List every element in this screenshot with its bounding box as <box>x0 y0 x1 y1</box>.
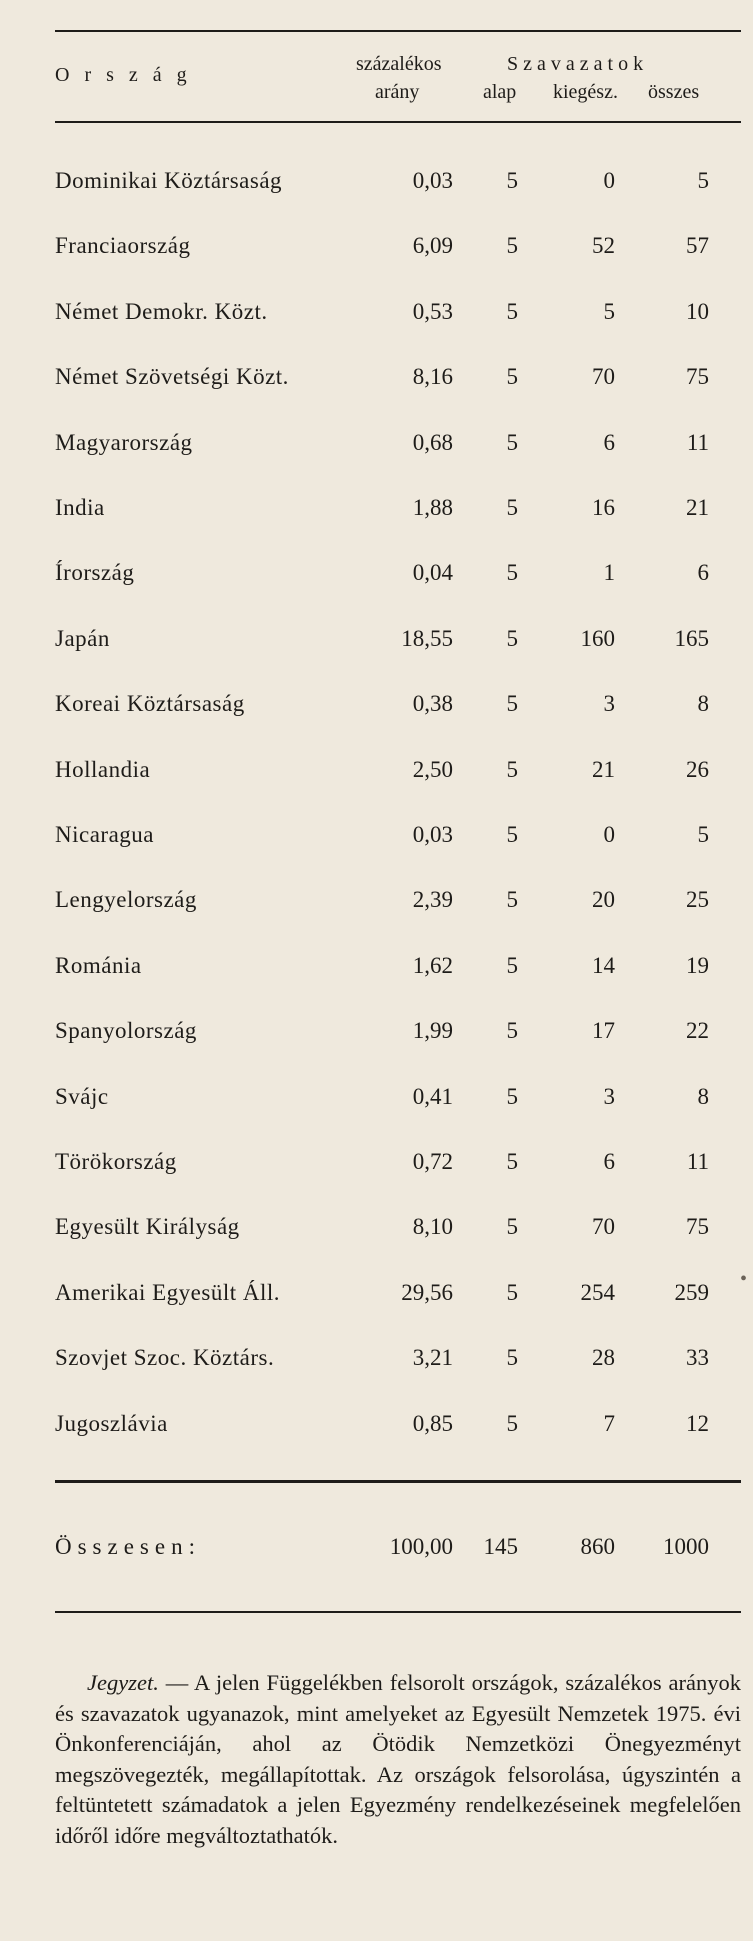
kiegesz-votes: 3 <box>603 1083 615 1109</box>
alap-votes: 5 <box>506 298 518 324</box>
kiegesz-votes: 7 <box>603 1410 615 1436</box>
kiegesz-votes: 6 <box>603 429 615 455</box>
country-name: Jugoszlávia <box>55 1410 168 1436</box>
country-name: Koreai Köztársaság <box>55 691 245 717</box>
header-votes: Szavazatok <box>507 53 649 75</box>
osszes-votes: 11 <box>686 429 709 455</box>
percent-value: 0,53 <box>412 298 453 324</box>
kiegesz-votes: 21 <box>592 756 615 782</box>
country-name: Magyarország <box>55 429 193 455</box>
alap-votes: 5 <box>506 691 518 717</box>
osszes-votes: 26 <box>686 756 709 782</box>
country-name: Hollandia <box>55 756 151 782</box>
osszes-votes: 5 <box>697 168 709 193</box>
percent-value: 2,50 <box>412 756 453 782</box>
table-row <box>0 166 753 196</box>
osszes-votes: 259 <box>674 1279 709 1305</box>
country-name: Törökország <box>55 1149 177 1174</box>
alap-votes: 5 <box>506 822 518 847</box>
osszes-votes: 165 <box>674 625 709 651</box>
kiegesz-votes: 70 <box>592 1214 615 1240</box>
kiegesz-votes: 52 <box>592 233 615 259</box>
table-row <box>0 1082 753 1112</box>
table-row <box>0 885 753 915</box>
kiegesz-votes: 70 <box>592 364 615 390</box>
kiegesz-votes: 254 <box>580 1279 615 1305</box>
country-name: Egyesült Királyság <box>55 1214 240 1240</box>
country-name: Lengyelország <box>55 887 197 913</box>
total-bottom-rule <box>55 1611 741 1613</box>
country-name: Német Szövetségi Közt. <box>55 364 289 390</box>
osszes-votes: 21 <box>686 495 709 520</box>
percent-value: 1,62 <box>412 952 453 978</box>
percent-value: 0,85 <box>412 1410 453 1436</box>
kiegesz-votes: 28 <box>592 1345 615 1371</box>
kiegesz-votes: 6 <box>603 1149 615 1174</box>
table-row <box>0 1212 753 1242</box>
total-alap: 145 <box>483 1534 518 1559</box>
kiegesz-votes: 160 <box>580 625 615 651</box>
percent-value: 29,56 <box>401 1279 453 1305</box>
kiegesz-votes: 0 <box>603 168 615 193</box>
country-name: Dominikai Köztársaság <box>55 168 283 193</box>
percent-value: 6,09 <box>412 233 453 259</box>
table-row <box>0 624 753 654</box>
alap-votes: 5 <box>506 168 518 193</box>
percent-value: 0,41 <box>412 1083 453 1109</box>
percent-value: 0,04 <box>412 560 453 586</box>
table-top-rule <box>55 30 741 32</box>
header-percent-top: százalékos <box>356 53 442 75</box>
percent-value: 2,39 <box>412 887 453 913</box>
table-row <box>0 951 753 981</box>
table-row <box>0 297 753 327</box>
alap-votes: 5 <box>506 1018 518 1044</box>
country-name: India <box>55 495 105 520</box>
alap-votes: 5 <box>506 887 518 913</box>
table-row <box>0 493 753 523</box>
percent-value: 0,72 <box>412 1149 453 1174</box>
kiegesz-votes: 16 <box>592 495 615 520</box>
percent-value: 0,38 <box>412 691 453 717</box>
table-row <box>0 428 753 458</box>
alap-votes: 5 <box>506 1279 518 1305</box>
osszes-votes: 33 <box>686 1345 709 1371</box>
country-name: Franciaország <box>55 233 191 259</box>
alap-votes: 5 <box>506 1083 518 1109</box>
percent-value: 8,10 <box>412 1214 453 1240</box>
footnote <box>55 1668 741 1851</box>
kiegesz-votes: 14 <box>592 952 615 978</box>
alap-votes: 5 <box>506 495 518 520</box>
percent-value: 0,03 <box>412 822 453 847</box>
total-row <box>0 1532 753 1562</box>
percent-value: 1,99 <box>412 1018 453 1044</box>
table-row <box>0 231 753 261</box>
alap-votes: 5 <box>506 952 518 978</box>
kiegesz-votes: 5 <box>603 298 615 324</box>
table-row <box>0 558 753 588</box>
osszes-votes: 75 <box>686 364 709 390</box>
table-row <box>0 1016 753 1046</box>
table-row <box>0 689 753 719</box>
osszes-votes: 12 <box>686 1410 709 1436</box>
country-name: Spanyolország <box>55 1018 197 1044</box>
alap-votes: 5 <box>506 429 518 455</box>
kiegesz-votes: 20 <box>592 887 615 913</box>
alap-votes: 5 <box>506 1214 518 1240</box>
print-speck: • <box>740 1268 748 1290</box>
osszes-votes: 25 <box>686 887 709 913</box>
percent-value: 8,16 <box>412 364 453 390</box>
percent-value: 1,88 <box>412 495 453 520</box>
country-name: Románia <box>55 952 142 978</box>
table-row <box>0 755 753 785</box>
total-osszes: 1000 <box>663 1534 709 1559</box>
alap-votes: 5 <box>506 364 518 390</box>
osszes-votes: 5 <box>697 822 709 847</box>
osszes-votes: 22 <box>686 1018 709 1044</box>
osszes-votes: 8 <box>697 691 709 717</box>
table-row <box>0 820 753 850</box>
osszes-votes: 10 <box>686 298 709 324</box>
kiegesz-votes: 17 <box>592 1018 615 1044</box>
alap-votes: 5 <box>506 1410 518 1436</box>
country-name: Japán <box>55 625 110 651</box>
table-row <box>0 1278 753 1308</box>
country-name: Nicaragua <box>55 822 154 847</box>
country-name: Szovjet Szoc. Köztárs. <box>55 1345 275 1371</box>
table-row <box>0 1147 753 1177</box>
percent-value: 0,68 <box>412 429 453 455</box>
table-row <box>0 1343 753 1373</box>
alap-votes: 5 <box>506 233 518 259</box>
header-bottom-rule <box>55 121 741 123</box>
osszes-votes: 8 <box>697 1083 709 1109</box>
alap-votes: 5 <box>506 560 518 586</box>
header-alap: alap <box>483 81 517 103</box>
osszes-votes: 19 <box>686 952 709 978</box>
table-row <box>0 362 753 392</box>
osszes-votes: 75 <box>686 1214 709 1240</box>
osszes-votes: 6 <box>697 560 709 586</box>
table-row <box>0 1409 753 1439</box>
kiegesz-votes: 1 <box>603 560 615 586</box>
alap-votes: 5 <box>506 756 518 782</box>
osszes-votes: 57 <box>686 233 709 259</box>
header-osszes: összes <box>648 81 700 103</box>
alap-votes: 5 <box>506 625 518 651</box>
country-name: Svájc <box>55 1083 109 1109</box>
footnote-label: Jegyzet. <box>87 1670 159 1695</box>
kiegesz-votes: 3 <box>603 691 615 717</box>
header-percent-bottom: arány <box>375 81 420 103</box>
kiegesz-votes: 0 <box>603 822 615 847</box>
percent-value: 18,55 <box>401 625 453 651</box>
osszes-votes: 11 <box>686 1149 709 1174</box>
total-label: Összesen: <box>55 1534 201 1559</box>
total-percent: 100,00 <box>389 1534 453 1559</box>
total-top-rule <box>55 1480 741 1483</box>
header-kiegesz: kiegész. <box>553 81 618 103</box>
total-kiegesz: 860 <box>580 1534 615 1559</box>
percent-value: 0,03 <box>412 168 453 193</box>
country-name: Német Demokr. Közt. <box>55 298 268 324</box>
header-country: O r s z á g <box>55 64 192 86</box>
alap-votes: 5 <box>506 1345 518 1371</box>
alap-votes: 5 <box>506 1149 518 1174</box>
footnote-text: — A jelen Függelékben felsorolt országok, százalékos arányok és szavazatok ugyanazok, mint amelyeket az Egyesült Nemzetek 1975. évi Önkonferenciáján, ahol az Ötödik Nemzetközi Önegyezményt megszövegezték, megállapítottak. Az országok felsorolása, úgyszintén a feltüntetett számadatok a jelen Egyezmény rendelkezéseinek megfelelően időről időre megváltoztathatók. <box>55 1670 741 1848</box>
percent-value: 3,21 <box>412 1345 453 1371</box>
country-name: Írország <box>55 560 135 586</box>
country-name: Amerikai Egyesült Áll. <box>55 1279 280 1305</box>
